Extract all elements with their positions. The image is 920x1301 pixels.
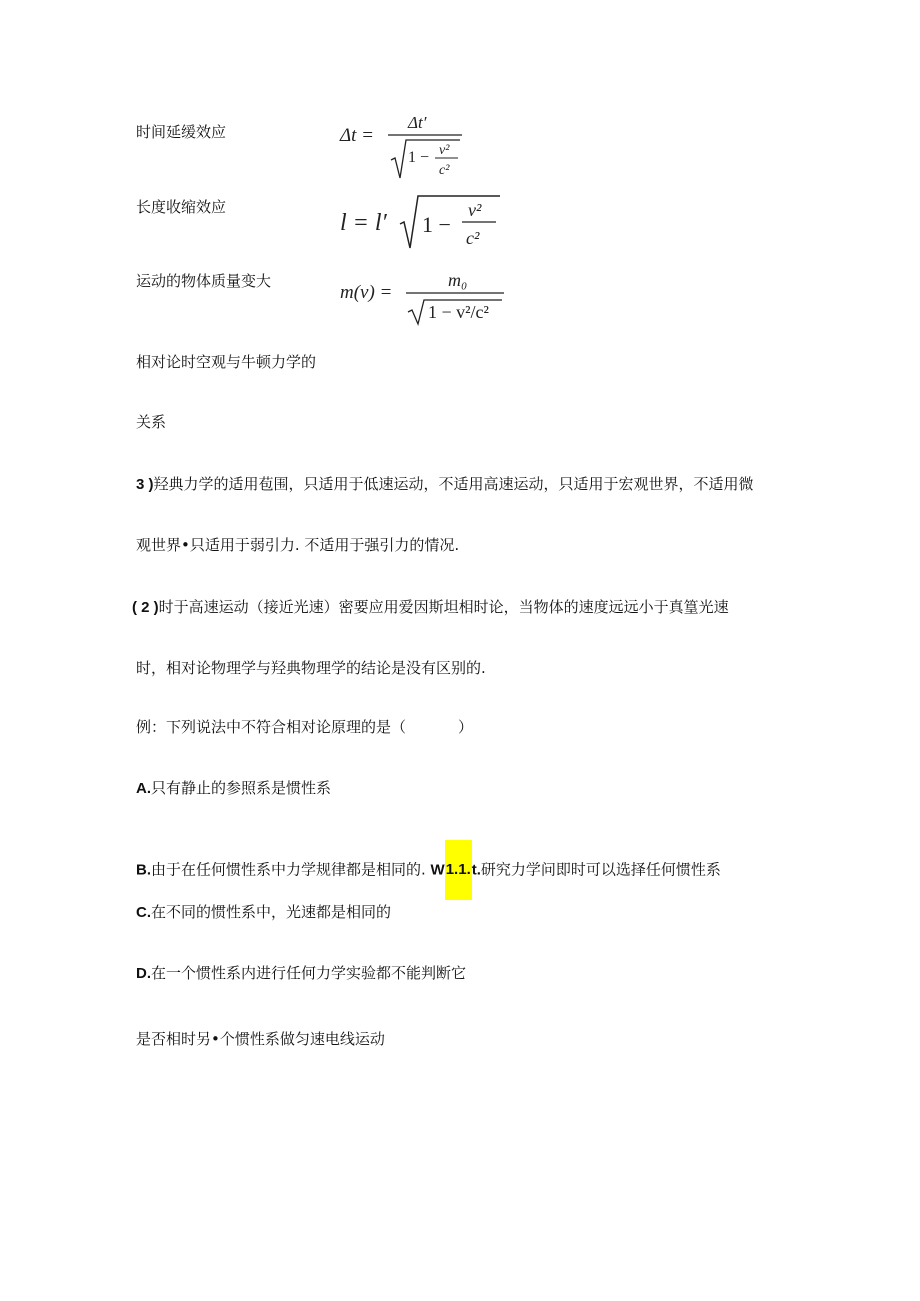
time-dilation-formula [336,110,466,186]
option-b-text-after: 研究力学问即时可以选择任何惯性系 [480,860,721,879]
paragraph-1-line1 [136,474,754,495]
svg-text:l = l′: l = l′ [340,210,387,236]
paragraph-2-line2: 时，相对论物理学与羟典物理学的结论是没有区别的. [136,659,486,677]
svg-text:m₀: m₀ [448,270,468,290]
option-c-letter: C. [136,904,151,921]
relativistic-mass-formula [336,266,511,332]
example-prompt-close: ） [458,718,474,736]
section-heading-line1: 相对论时空观与牛顿力学的 [136,353,317,371]
paragraph-1-text: 羟典力学的适用苞围，只适用于低速运动，不适用高速运动，只适用于宏观世界，不适用微 [153,475,754,493]
svg-text:Δt′: Δt′ [408,113,427,132]
svg-text:v²: v² [468,200,482,220]
option-d-text: 在一个惯性系内进行任何力学实验都不能判断它 [151,964,467,982]
effect-label-length-contraction: 长度收缩效应 [136,198,227,216]
svg-text:1 − v²/c²: 1 − v²/c² [428,302,489,322]
svg-text:m(v) =: m(v) = [340,282,393,303]
example-prompt-text: 例：下列说法中不符合相对论原理的是（ [136,718,407,736]
svg-text:Δt =: Δt = [340,125,375,146]
section-heading-line2: 关系 [136,413,167,431]
option-b-highlighted-text: 1.1. [445,840,472,900]
svg-text:c²: c² [466,228,480,248]
option-c [136,902,391,923]
paragraph-1-number: 3 ) [136,476,154,493]
paragraph-2-text: 时于高速运动（接近光速）密要应用爱因斯坦相时论，当物体的速度远远小于真篁光速 [158,598,729,616]
paragraph-2-number: ( 2 ) [132,599,159,616]
option-d [136,963,466,984]
option-a-letter: A. [136,780,151,797]
option-b-text-before: 由于在任何惯性系中力学规律都是相同的. [151,860,431,879]
effect-label-mass-increase: 运动的物体质量变大 [136,272,272,290]
option-b-letter: B. [136,861,151,879]
option-b-highlight-prefix: W [430,861,445,879]
paragraph-2-line1 [132,597,729,618]
example-prompt [136,717,473,737]
svg-text:v²: v² [439,143,450,158]
option-b [136,840,721,900]
option-a-text: 只有静止的参照系是惯性系 [151,779,332,797]
svg-text:1 −: 1 − [408,149,430,166]
option-d-continuation: 是否相时另•个惯性系做匀速电线运动 [136,1030,385,1048]
svg-text:c²: c² [439,163,450,178]
option-a [136,778,331,799]
svg-text:1 −: 1 − [422,212,451,237]
option-c-text: 在不同的惯性系中，光速都是相同的 [151,903,392,921]
option-b-highlight-suffix: t. [471,861,481,879]
paragraph-1-line2: 观世界•只适用于弱引力. 不适用于强引力的情况. [136,536,460,554]
length-contraction-formula [336,188,506,258]
effect-label-time-dilation: 时间延缓效应 [136,123,227,141]
option-d-letter: D. [136,965,151,982]
